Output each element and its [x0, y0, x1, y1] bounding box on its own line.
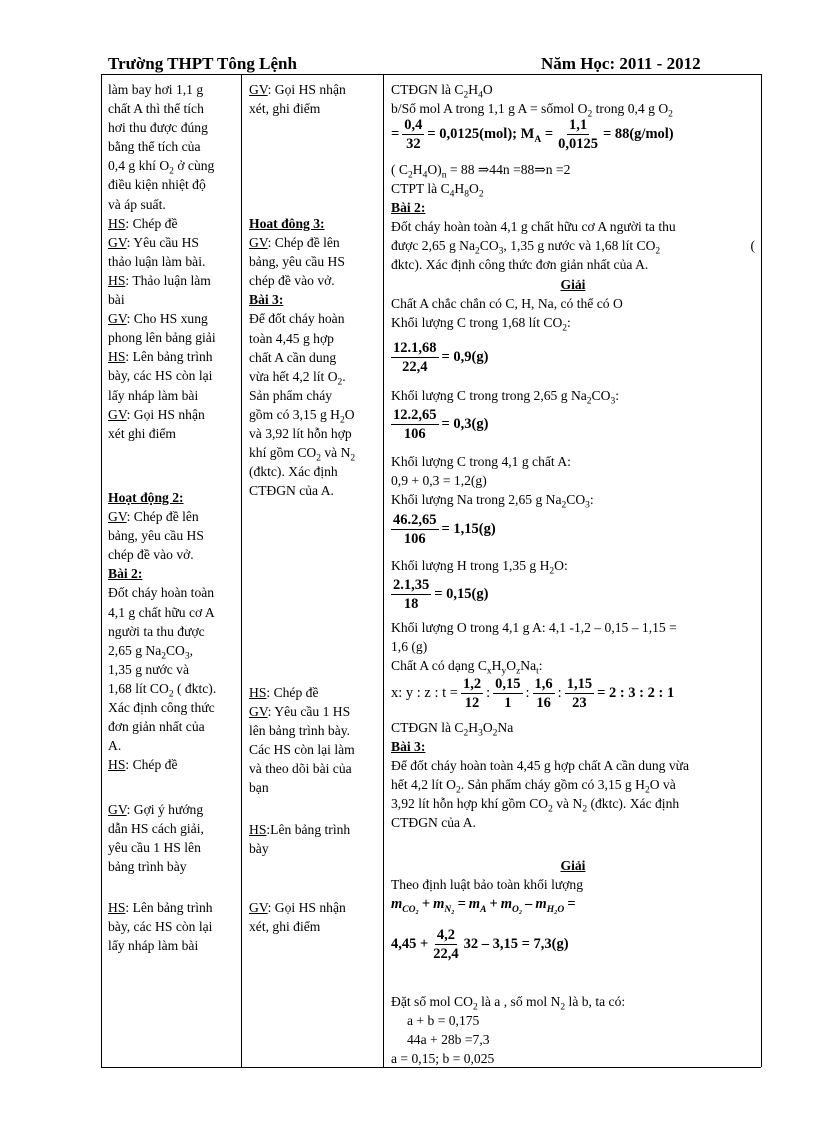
mass-conservation-equation: $m_{CO_2}$ + $m_{N_2}$ = $m_A$ + $m_{O_2}$ – $m_{H_2O}$ = [391, 896, 576, 915]
table-border-left [101, 74, 102, 1067]
activity-2-block: Hoạt động 2: GV: Chép đề lên bảng, yêu cầu HS chép đề vào vở. Bài 2: Đốt cháy hoàn toàn 4,1 g chất hữu cơ A người ta thu được 2,65 g $Na_2CO_3$, 1,35 g nước và 1,68 lít $CO_2$ ( đktc). Xác định công thức đơn giản nhất của A. HS: Chép đề [108, 488, 234, 774]
activity-3-heading: Hoat đông 3: [249, 216, 325, 231]
table-divider-2 [383, 74, 384, 1067]
col2-lower-block: HS: Chép đề GV: Yêu cầu 1 HS lên bảng trình bày. Các HS còn lại làm và theo dõi bài của bạn [249, 685, 355, 796]
solution-heading-2: Giải [560, 858, 586, 873]
school-name: Trường THPT Tông Lệnh [108, 54, 297, 73]
formula-h-mass: $\frac{2.1,35}{18}$ = 0,15(g) [393, 577, 489, 612]
student-activity-column: GV: Gọi HS nhận xét, ghi điểm [249, 82, 346, 117]
formula-na-mass: $\frac{46.2,65}{106}$ = 1,15(g) [393, 512, 496, 547]
activity-2-heading: Hoạt động 2: [108, 490, 184, 505]
col2-hs-block: HS:Lên bảng trình bày [249, 822, 351, 857]
col3-line-s7: Khối lượng H trong 1,35 g $H_2O$: [391, 558, 568, 577]
col3-section-c: Khối lượng O trong 4,1 g A: 4,1 -1,2 – 0,15 – 1,15 = 1,6 (g) Chất A có dạng $C_xH_yO_zNa_t$: [391, 620, 677, 677]
guidance-block: GV: Gợi ý hướng dẫn HS cách giải, yêu cầu 1 HS lên bảng trình bày [108, 802, 204, 875]
formula-c-from-na2co3: $\frac{12.2,65}{106}$ = 0,3(g) [393, 407, 489, 442]
mass-calc-equation: 4,45 + $\frac{4,2}{22,4}$ 32 – 3,15 = 7,3(g) [391, 927, 569, 962]
ratio-equation: x: y : z : t = $\frac{1,2}{12}$ : $\frac{0,15}{1}$ : $\frac{1,6}{16}$ : $\frac{1,15}{23}$ = 2 : 3 : 2 : 1 [391, 676, 675, 711]
activity-3-block: Hoat đông 3: GV: Chép đề lên bảng, yêu cầu HS chép đề vào vở. Bài 3: Để đốt cháy hoàn toàn 4,45 g hợp chất A cần dung vừa hết 4,2 lít $O_2$. Sản phẩm cháy gồm có 3,15 g $H_2O$ và 3,92 lít hỗn hợp khí gồm $CO_2$ và $N_2$ (đktc). Xác định CTĐGN của A. [249, 214, 375, 500]
teacher-activity-column: làm bay hơi 1,1 g chất A thì thể tích hơi thu được đúng bằng thể tích của 0,4 g khí $O_2$ ở cùng điều kiện nhiệt độ và áp suất. HS: Chép đề GV: Yêu cầu HS thảo luận làm bài. HS: Thảo luận làm bài GV: Cho HS xung phong lên bảng giải HS: Lên bảng trình bày, các HS còn lại lấy nháp làm bài GV: Gọi HS nhận xét ghi điểm [108, 82, 216, 441]
solution-heading-1: Giải [560, 276, 586, 292]
student-block: HS: Lên bảng trình bày, các HS còn lại lấy nháp làm bài [108, 900, 213, 954]
table-top-border [101, 74, 761, 75]
col3-section-e: Giải Theo định luật bảo toàn khối lượng [391, 856, 755, 894]
col3-section-d: CTĐGN là $C_2H_3O_2Na$ Bài 3: Để đốt cháy hoàn toàn 4,45 g hợp chất A cần dung vừa hết 4,2 lít $O_2$. Sản phẩm cháy gồm có 3,15 g $H_2O$ và 3,92 lít hỗn hợp khí gồm $CO_2$ và $N_2$ (đktc). Xác định CTĐGN của A. [391, 720, 690, 831]
table-border-right [761, 74, 762, 1067]
col2-gv-block: GV: Gọi HS nhận xét, ghi điểm [249, 900, 346, 935]
equation-molar-mass: = $\frac{0,4}{32}$ = 0,0125(mol); $M_A$ = $\frac{1,1}{0,0125}$ = 88(g/mol) [391, 117, 674, 152]
table-divider-1 [241, 74, 242, 1067]
content-column: CTĐGN là $C_2H_4O$ b/Số mol A trong 1,1 g A = sốmol $O_2$ trong 0,4 g $O_2$ [391, 82, 673, 120]
col3-section-a: ( $C_2H_4O)_n = 88$ ⇒44n =88⇒n =2 CTPT là $C_4H_8O_2$ Bài 2: Đốt cháy hoàn toàn 4,1 g chất hữu cơ A người ta thu được 2,65 g $Na_2CO_3$, 1,35 g nước và 1,68 lít $CO_2$ ( đktc). Xác định công thức đơn giản nhất của A. Giải Chất A chắc chắn có C, H, Na, có thể có O Khối lượng C trong 1,68 lít $CO_2$: [391, 162, 755, 334]
formula-c-from-co2: $\frac{12.1,68}{22,4}$ = 0,9(g) [393, 340, 489, 375]
school-year: Năm Học: 2011 - 2012 [541, 54, 701, 73]
col3-section-b: Khối lượng C trong 4,1 g chất A: 0,9 + 0,3 = 1,2(g) Khối lượng Na trong 2,65 g $Na_2CO_3$: [391, 454, 594, 511]
col3-line-s3: Khối lượng C trong trong 2,65 g $Na_2CO_3$: [391, 388, 619, 407]
col3-section-f: Đặt số mol $CO_2$ là a , số mol $N_2$ là b, ta có: a + b = 0,175 44a + 28b =7,3 a = 0,15; b = 0,025 [391, 994, 626, 1067]
